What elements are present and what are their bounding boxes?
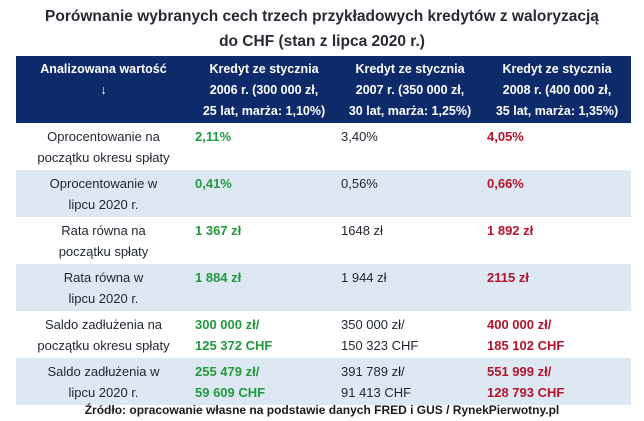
row-label-line: lipcu 2020 r. xyxy=(68,197,139,212)
value-loan-2006-line: 2,11% xyxy=(195,129,232,144)
value-loan-2006 xyxy=(191,311,337,358)
table-row xyxy=(16,358,631,405)
value-loan-2008-line: 128 793 CHF xyxy=(487,385,565,400)
header-analyzed-value xyxy=(16,56,191,123)
header-line: 30 lat, marża: 1,25%) xyxy=(348,104,472,118)
value-loan-2008 xyxy=(483,123,631,170)
row-label-line: Oprocentowanie na xyxy=(47,129,160,144)
source-note: Źródło: opracowanie własne na podstawie danych FRED i GUS / RynekPierwotny.pl xyxy=(84,403,560,417)
value-loan-2008-line: 185 102 CHF xyxy=(487,338,565,353)
value-loan-2006-line: 1 884 zł xyxy=(195,270,242,285)
value-loan-2008-line: 2115 zł xyxy=(487,270,529,285)
header-line: 2008 r. (400 000 zł, xyxy=(502,83,612,97)
value-loan-2008-line: 1 892 zł xyxy=(487,223,534,238)
title-line-1: Porównanie wybranych cech trzech przykładowych kredytów z waloryzacją xyxy=(45,8,599,25)
value-loan-2007-line: 391 789 zł/ xyxy=(341,364,405,379)
value-loan-2007-line: 150 323 CHF xyxy=(341,338,419,353)
value-loan-2006-line: 300 000 zł/ xyxy=(195,317,260,332)
table-header-row xyxy=(16,56,631,123)
value-loan-2007 xyxy=(337,217,483,264)
header-line: 2006 r. (300 000 zł, xyxy=(209,83,319,97)
header-line: 35 lat, marża: 1,35%) xyxy=(495,104,619,118)
arrow-down-icon: ↓ xyxy=(100,83,107,97)
header-analyzed-label: Analizowana wartość xyxy=(40,62,167,76)
value-loan-2008-line: 551 999 zł/ xyxy=(487,364,552,379)
value-loan-2007 xyxy=(337,358,483,405)
value-loan-2007 xyxy=(337,170,483,217)
header-loan-2008 xyxy=(483,56,631,123)
row-label-line: początku okresu spłaty xyxy=(37,150,170,165)
value-loan-2007-line: 0,56% xyxy=(341,176,378,191)
row-label-line: lipcu 2020 r. xyxy=(68,291,139,306)
header-line: Kredyt ze stycznia xyxy=(209,62,319,76)
value-loan-2008-line: 4,05% xyxy=(487,129,524,144)
value-loan-2008 xyxy=(483,358,631,405)
table-body xyxy=(16,123,631,405)
row-label-line: Oprocentowanie w xyxy=(49,176,158,191)
value-loan-2007-line: 91 413 CHF xyxy=(341,385,412,400)
value-loan-2006 xyxy=(191,123,337,170)
row-label xyxy=(16,217,191,264)
row-label-line: początku okresu spłaty xyxy=(37,338,170,353)
header-line: Kredyt ze stycznia xyxy=(502,62,612,76)
header-line: 25 lat, marża: 1,10%) xyxy=(202,104,326,118)
value-loan-2007-line: 350 000 zł/ xyxy=(341,317,405,332)
row-label-line: początku spłaty xyxy=(58,244,149,259)
comparison-table xyxy=(16,56,631,405)
header-loan-2006 xyxy=(191,56,337,123)
value-loan-2008-line: 400 000 zł/ xyxy=(487,317,552,332)
row-label-line: Saldo zadłużenia w xyxy=(47,364,160,379)
value-loan-2007 xyxy=(337,123,483,170)
value-loan-2006-line: 255 479 zł/ xyxy=(195,364,260,379)
value-loan-2007 xyxy=(337,311,483,358)
table-row xyxy=(16,311,631,358)
value-loan-2007-line: 3,40% xyxy=(341,129,378,144)
row-label xyxy=(16,311,191,358)
value-loan-2008-line: 0,66% xyxy=(487,176,524,191)
value-loan-2008 xyxy=(483,264,631,311)
value-loan-2008 xyxy=(483,217,631,264)
title-line-2: do CHF (stan z lipca 2020 r.) xyxy=(219,33,425,50)
row-label-line: Rata równa na xyxy=(61,223,146,238)
table-row xyxy=(16,123,631,170)
value-loan-2006-line: 1 367 zł xyxy=(195,223,242,238)
row-label-line: lipcu 2020 r. xyxy=(68,385,139,400)
row-label-line: Rata równa w xyxy=(63,270,144,285)
table-row xyxy=(16,264,631,311)
value-loan-2008 xyxy=(483,170,631,217)
header-line: Kredyt ze stycznia xyxy=(355,62,465,76)
value-loan-2006 xyxy=(191,264,337,311)
page-title xyxy=(0,4,644,54)
header-line: 2007 r. (350 000 zł, xyxy=(355,83,465,97)
row-label xyxy=(16,264,191,311)
value-loan-2006 xyxy=(191,170,337,217)
row-label xyxy=(16,170,191,217)
value-loan-2006-line: 125 372 CHF xyxy=(195,338,273,353)
table-row xyxy=(16,170,631,217)
value-loan-2006 xyxy=(191,217,337,264)
value-loan-2006-line: 59 609 CHF xyxy=(195,385,266,400)
value-loan-2008 xyxy=(483,311,631,358)
value-loan-2006-line: 0,41% xyxy=(195,176,232,191)
value-loan-2007-line: 1 944 zł xyxy=(341,270,387,285)
value-loan-2006 xyxy=(191,358,337,405)
row-label-line: Saldo zadłużenia na xyxy=(44,317,163,332)
row-label xyxy=(16,123,191,170)
table-row xyxy=(16,217,631,264)
row-label xyxy=(16,358,191,405)
header-loan-2007 xyxy=(337,56,483,123)
value-loan-2007-line: 1648 zł xyxy=(341,223,383,238)
value-loan-2007 xyxy=(337,264,483,311)
